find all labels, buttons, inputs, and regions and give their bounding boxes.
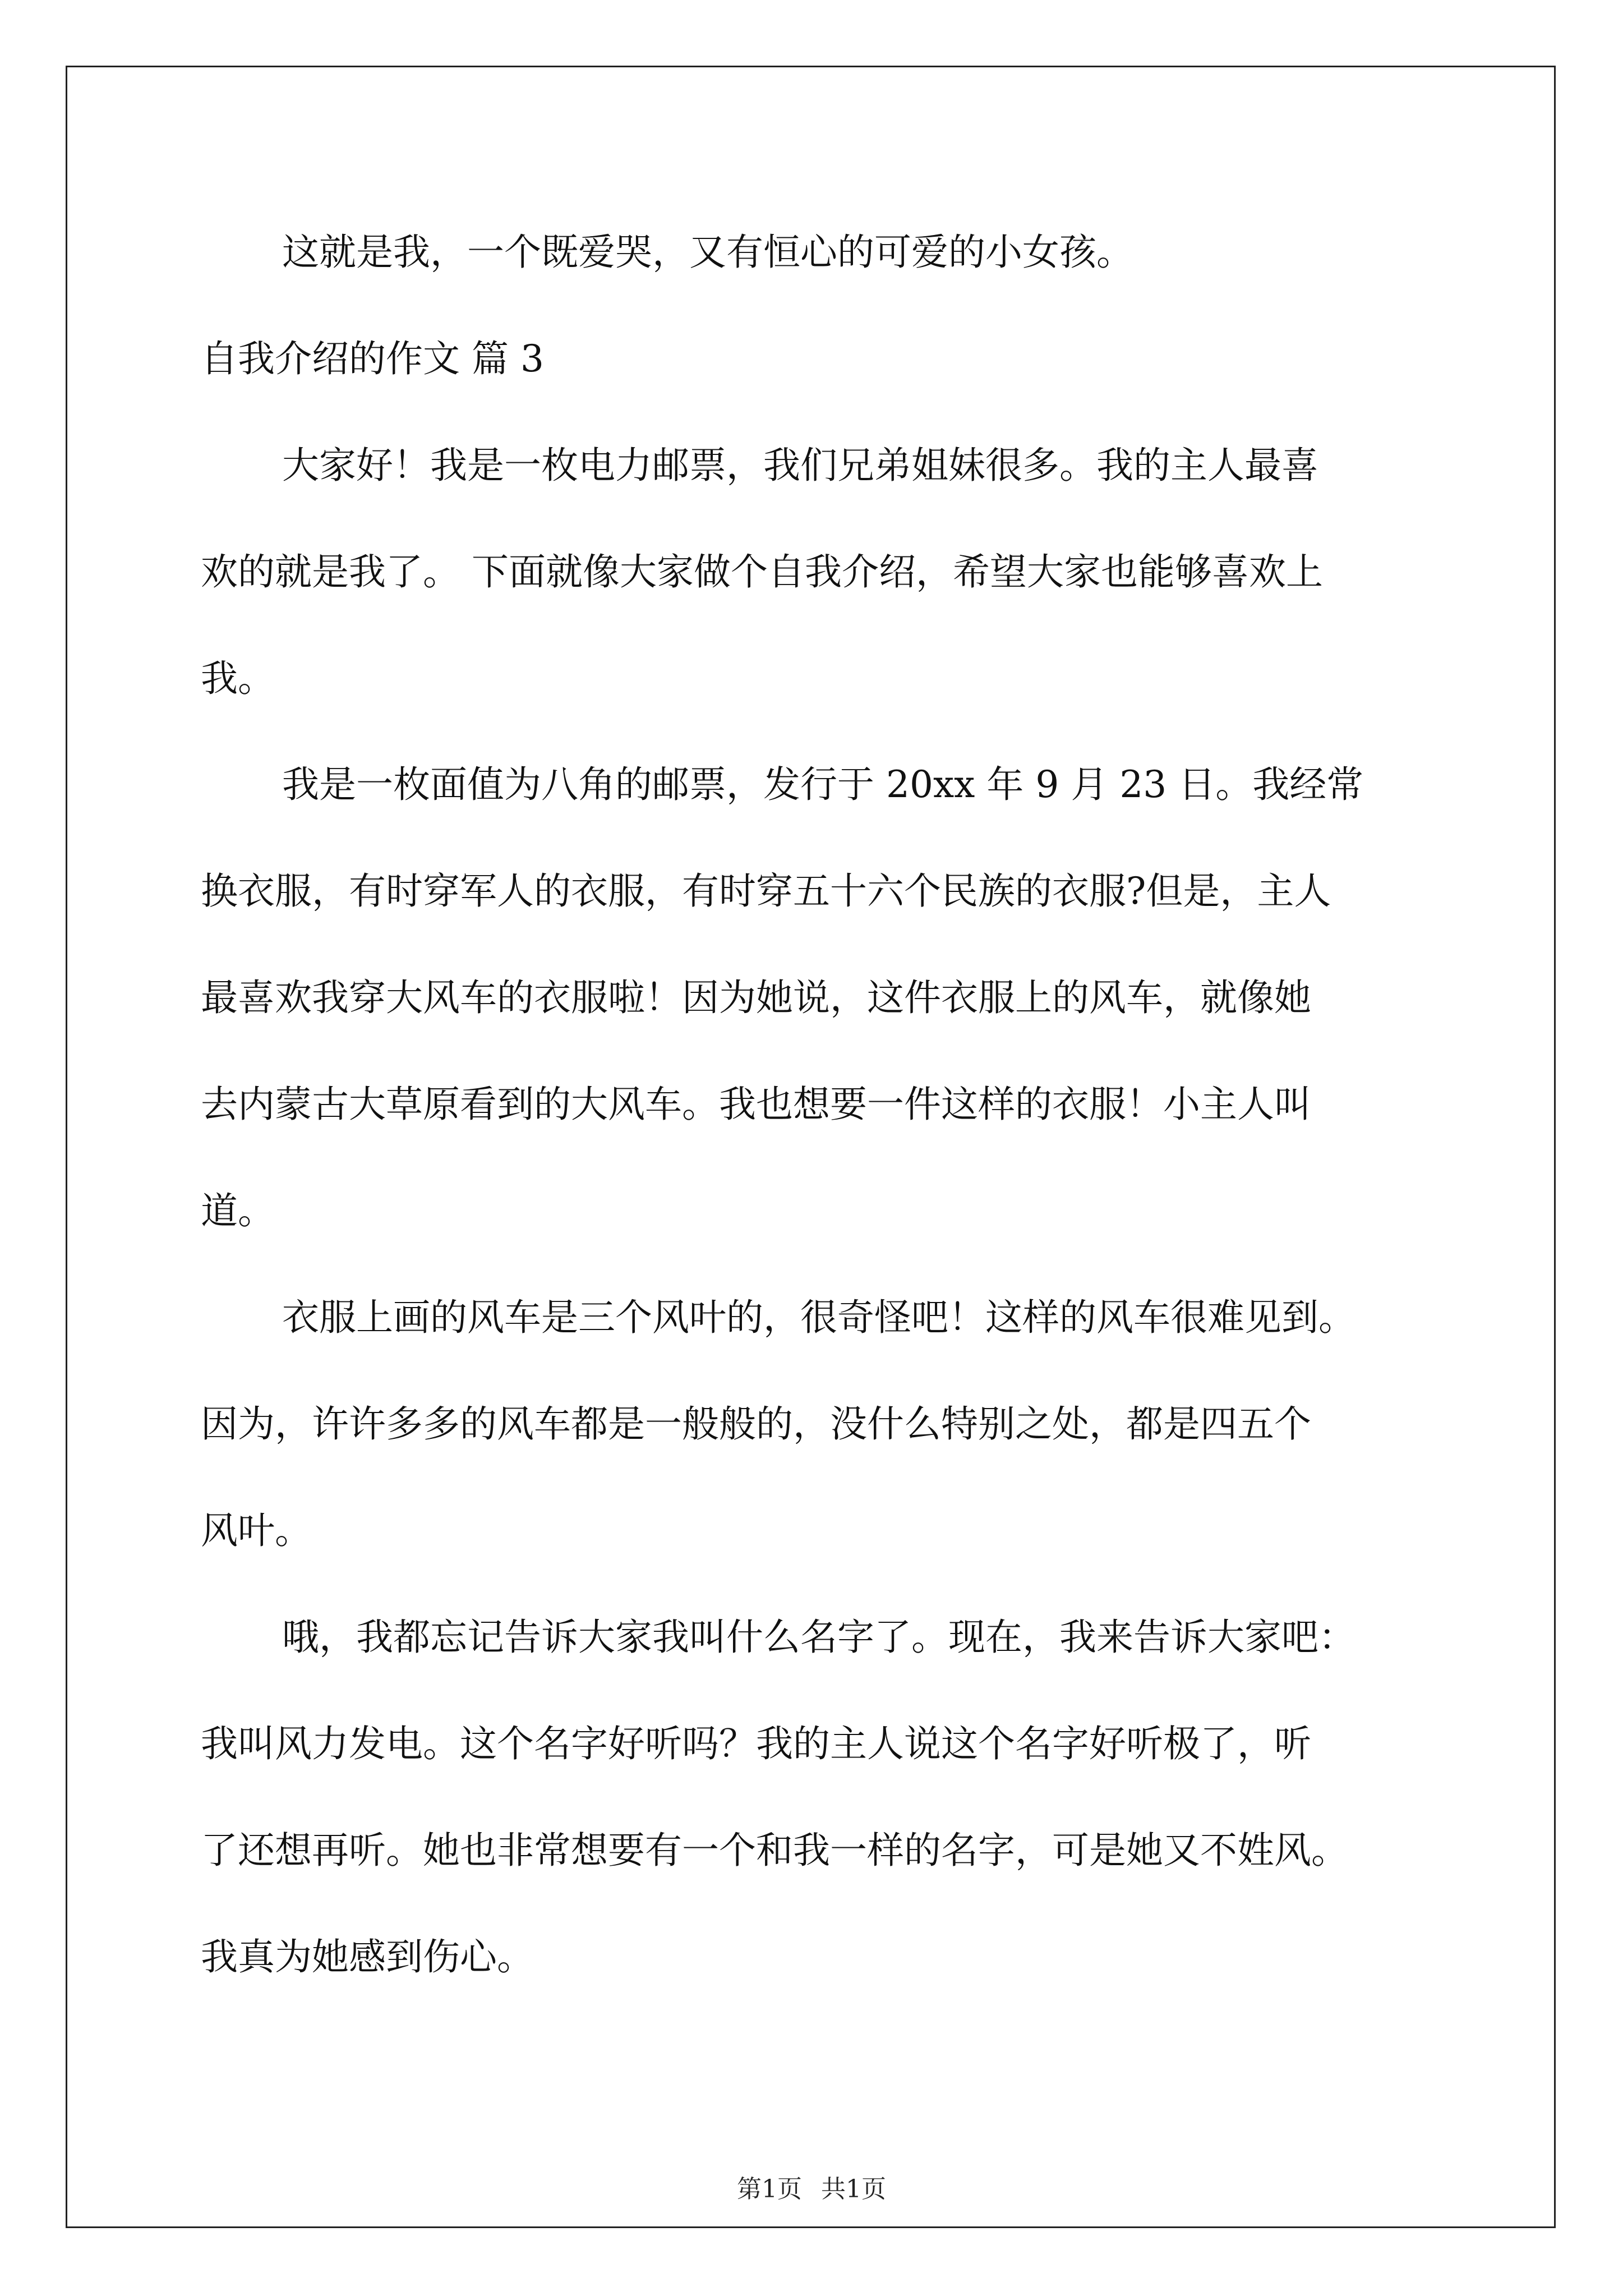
paragraph-line: 我。	[201, 657, 275, 700]
paragraph-line: 因为，许许多多的风车都是一般般的，没什么特别之处，都是四五个	[201, 1402, 1311, 1446]
paragraph-line: 去内蒙古大草原看到的大风车。我也想要一件这样的衣服！小主人叫	[201, 1083, 1311, 1126]
paragraph-line: 了还想再听。她也非常想要有一个和我一样的名字，可是她又不姓风。	[201, 1829, 1348, 1872]
paragraph-line: 道。	[201, 1189, 275, 1232]
paragraph-line: 我真为她感到伤心。	[201, 1935, 534, 1978]
paragraph-line: 最喜欢我穿大风车的衣服啦！因为她说，这件衣服上的风车，就像她	[201, 976, 1311, 1019]
paragraph-line: 哦，我都忘记告诉大家我叫什么名字了。现在，我来告诉大家吧：	[282, 1616, 1355, 1659]
paragraph-line: 风叶。	[201, 1509, 312, 1552]
section-heading: 自我介绍的作文 篇 3	[201, 337, 544, 380]
page-number-current: 第1页	[737, 2175, 802, 2203]
paragraph-line: 大家好！我是一枚电力邮票，我们兄弟姐妹很多。我的主人最喜	[282, 444, 1318, 487]
paragraph-line: 衣服上画的风车是三个风叶的，很奇怪吧！这样的风车很难见到。	[282, 1296, 1355, 1339]
paragraph-line: 欢的就是我了。 下面就像大家做个自我介绍，希望大家也能够喜欢上	[201, 550, 1323, 593]
page-footer	[0, 2175, 1623, 2203]
paragraph-line: 我叫风力发电。这个名字好听吗？我的主人说这个名字好听极了，听	[201, 1722, 1311, 1765]
paragraph-line: 这就是我，一个既爱哭，又有恒心的可爱的小女孩。	[282, 231, 1133, 274]
paragraph-line: 我是一枚面值为八角的邮票，发行于 20xx 年 9 月 23 日。我经常	[282, 763, 1364, 806]
page-border	[66, 66, 1556, 2228]
paragraph-line: 换衣服，有时穿军人的衣服，有时穿五十六个民族的衣服?但是，主人	[201, 869, 1331, 913]
page-number-total: 共1页	[821, 2175, 886, 2203]
